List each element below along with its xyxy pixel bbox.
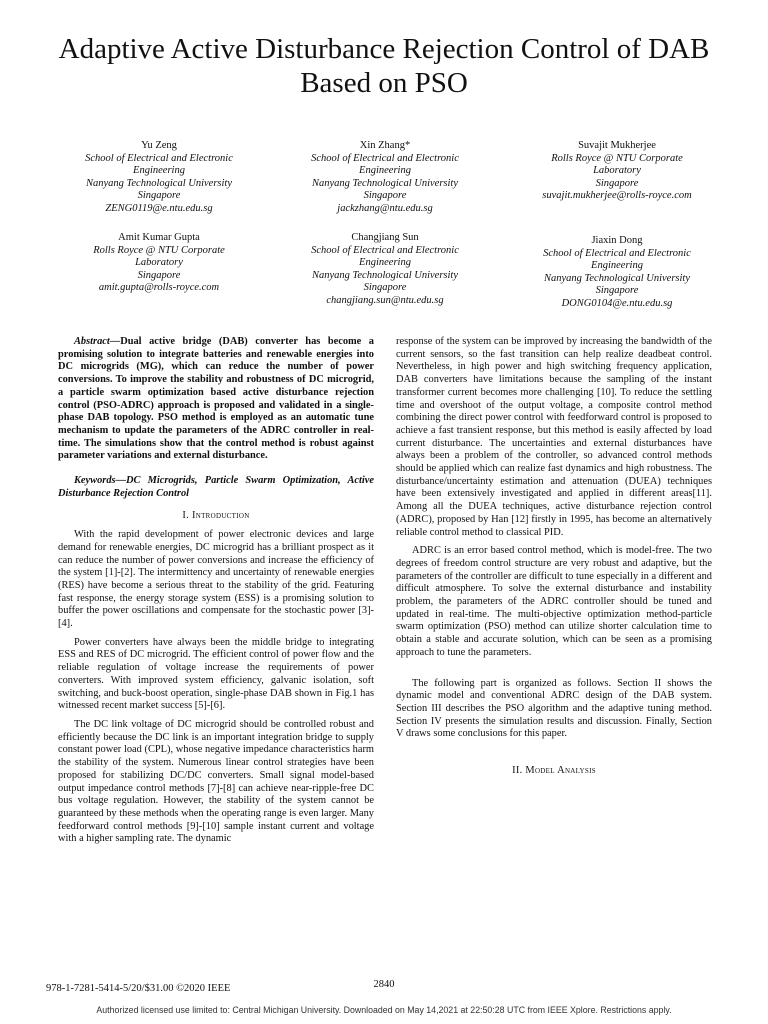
abstract-text: —Dual active bridge (DAB) converter has become a promising solution to integrate batteries and renewable energies into DC microgrids (MG), which can reduce the number of power conversions. To improve the stability and robustness of DC microgrid, a particle swarm optimization based active disturbance rejection control (PSO-ADRC) approach is proposed and validated in a single-phase DAB topology. PSO method is employed as an automatic tune mechanism to update the parameters of the ADRC controller in real-time. The simulations show that the control method is robust against parameter variations and external disturbance. — [58, 336, 374, 462]
author-name: Xin Zhang* — [359, 140, 411, 151]
paragraph: Power converters have always been the middle bridge to integrating ESS and RES of DC microgrid. The efficient control of power flow and the reliable regulation of voltage increase the requirements of power converters. With improved system efficiency, galvanic isolation, soft switching, and buck-boost operation, single-phase DAB shown in Fig.1 has witnessed recent market success [5]-[6]. — [58, 636, 374, 712]
author-name: Amit Kumar Gupta — [118, 232, 200, 243]
author-block — [44, 140, 274, 216]
author-block — [502, 140, 732, 203]
author-email[interactable]: amit.gupta@rolls-royce.com — [98, 282, 220, 294]
author-block — [270, 140, 500, 216]
author-affiliation-line: Singapore — [137, 269, 181, 281]
author-block — [270, 232, 500, 308]
author-affiliation-line: School of Electrical and Electronic — [311, 152, 459, 164]
paragraph: With the rapid development of power electronic devices and large demand for renewable energies, DC microgrid has a brilliant prospect as it can reduce the number of power conversions and increase the efficiency of the system [1]-[2]. The intermittency and uncertainty of renewable energies (RES) have become a serious threat to the stability of the grid. Featuring fast response, the energy storage system (ESS) is a promising solution to buffer the power oscillations and compensate for the stochastic power [3]-[4]. — [58, 529, 374, 630]
author-affiliation-line: School of Electrical and Electronic — [85, 152, 233, 164]
author-affiliation-line: Singapore — [595, 177, 639, 189]
author-name: Jiaxin Dong — [591, 235, 643, 246]
section-heading-introduction: I. Introduction — [182, 510, 250, 522]
paragraph: response of the system can be improved by increasing the bandwidth of the current sensors, so the fast transition can help realize deadbeat control. Nevertheless, in high power and high switching frequency application, DAB converters have limitations because the sampling of the instant transformer current becomes more challenging [10]. To reduce the settling time and overshoot of the output voltage, a composite control method combining the direct power control with feedforward control is proposed to achieve a fast transient response, but this method is easily affected by load current disturbance. The uncertainties and external disturbances have always been a problem of the controller, so advanced control methods should be applied which can realize fast dynamics and high robustness. The disturbance/uncertainty estimation and attenuation (DUEA) techniques have been extensively investigated and applied in different areas[11]. Among all the DUEA techniques, active disturbance rejection control (ADRC), proposed by Han [12] firstly in 1995, has become an alternatively reliable control method to classical PID. — [396, 336, 712, 538]
keywords: Keywords—DC Microgrids, Particle Swarm Optimization, Active Disturbance Rejection Control — [58, 475, 374, 499]
author-affiliation-line: School of Electrical and Electronic — [543, 247, 691, 259]
author-affiliation-line: Rolls Royce @ NTU Corporate — [551, 152, 683, 164]
author-affiliation-line: Singapore — [363, 190, 407, 202]
author-affiliation-line: Singapore — [595, 285, 639, 297]
author-affiliation-line: Rolls Royce @ NTU Corporate — [93, 244, 225, 256]
page-number: 2840 — [373, 979, 395, 990]
footer-isbn: 978-1-7281-5414-5/20/$31.00 ©2020 IEEE — [46, 983, 231, 994]
author-email[interactable]: changjiang.sun@ntu.edu.sg — [326, 294, 444, 306]
author-affiliation-line: Engineering — [133, 165, 185, 177]
abstract-label: Abstract — [74, 336, 110, 347]
author-affiliation-line: Nanyang Technological University — [85, 177, 232, 189]
author-affiliation-line: Laboratory — [135, 257, 183, 269]
abstract — [58, 336, 374, 463]
author-affiliation-line: Engineering — [591, 260, 643, 272]
author-affiliation-line: Nanyang Technological University — [311, 269, 458, 281]
section-heading-model-analysis: II. Model Analysis — [512, 765, 596, 777]
paragraph: The following part is organized as follows. Section II shows the dynamic model and conventional ADRC design of the DAB system. Section III describes the PSO algorithm and the adaptive tuning method. Section IV presents the simulation results and discussion. Finally, Section V draws some conclusions for this paper. — [396, 677, 712, 740]
author-affiliation-line: Engineering — [359, 165, 411, 177]
author-email[interactable]: DONG0104@e.ntu.edu.sg — [561, 297, 673, 309]
spacer — [396, 747, 712, 759]
author-affiliation-line: School of Electrical and Electronic — [311, 244, 459, 256]
author-name: Yu Zeng — [141, 140, 177, 151]
author-name: Suvajit Mukherjee — [578, 140, 656, 151]
author-name: Changjiang Sun — [351, 232, 419, 243]
license-notice: Authorized licensed use limited to: Central Michigan University. Downloaded on May 14,2021 at 22:50:28 UTC from IEEE Xplore. Restrictions apply. — [96, 1005, 672, 1015]
author-email[interactable]: suvajit.mukherjee@rolls-royce.com — [542, 190, 692, 202]
right-column — [396, 336, 712, 784]
author-email[interactable]: jackzhang@ntu.edu.sg — [337, 202, 433, 214]
author-affiliation-line: Singapore — [363, 282, 407, 294]
left-column — [58, 336, 374, 852]
author-block — [502, 235, 732, 311]
author-affiliation-line: Nanyang Technological University — [311, 177, 458, 189]
author-affiliation-line: Singapore — [137, 190, 181, 202]
author-block — [44, 232, 274, 295]
author-affiliation-line: Laboratory — [593, 165, 641, 177]
author-email[interactable]: ZENG0119@e.ntu.edu.sg — [105, 202, 213, 214]
author-affiliation-line: Engineering — [359, 257, 411, 269]
spacer — [396, 666, 712, 678]
paragraph: The DC link voltage of DC microgrid should be controlled robust and efficiently because the DC link is an important integration bridge to supply constant power load (CPL), whose negative impedance characteristics harm the stability of the system. Numerous linear control strategies have been proposed for stabilizing DC/DC converters. Small signal model-based output impedance control methods [7]-[8] can achieve near-ripple-free DC bus voltage regulation. However, the stability of the system cannot be guaranteed by these methods when the operating range is even larger. Many feedforward control methods [9]-[10] sample instant current and voltage with a higher sampling rate. The dynamic — [58, 718, 374, 845]
paragraph: ADRC is an error based control method, which is model-free. The two degrees of freedom control structure are very robust and adaptive, but the parameters of the controller are difficult to tune especially in a different and difficult atmosphere. To solve the external disturbance and instability problem, the parameters of the ADRC controller should be tuned and updated in real-time. The multi-objective optimization method-particle swarm optimization (PSO) method can utilize shorter calculation time to obtain a stable and accurate solution, which can be seen as a promising approach to tune the parameters. — [396, 545, 712, 658]
author-affiliation-line: Nanyang Technological University — [543, 272, 690, 284]
paper-title: Adaptive Active Disturbance Rejection Control of DAB Based on PSO — [58, 33, 710, 99]
